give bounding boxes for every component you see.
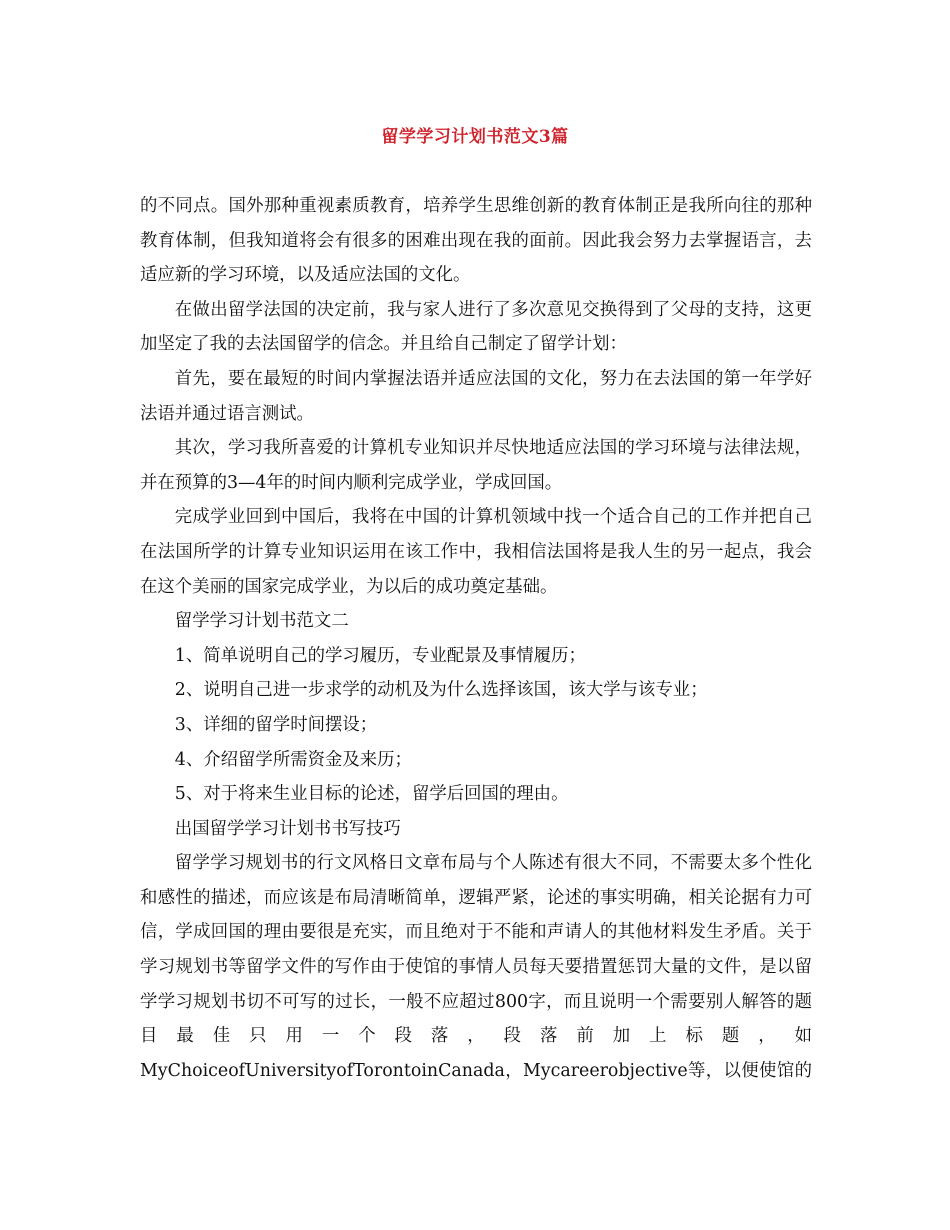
paragraph-first-step: 首先，要在最短的时间内掌握法语并适应法国的文化，努力在去法国的第一年学好法语并通过语言测试。 [140,368,812,424]
list-item-3: 3、详细的留学时间摆设； [174,714,378,735]
section-heading-sample-two: 留学学习计划书范文二 [174,611,349,632]
document-body [140,189,812,1088]
paragraph-decision: 在做出留学法国的决定前，我与家人进行了多次意见交换得到了父母的支持，这更加坚定了我的去法国留学的信念。并且给自己制定了留学计划： [140,299,812,355]
paragraph-continuation: 的不同点。国外那种重视素质教育，培养学生思维创新的教育体制正是我所向往的那种教育体制，但我知道将会有很多的困难出现在我的面前。因此我会努力去掌握语言，去适应新的学习环境，以及适应法国的文化。 [140,196,812,286]
paragraph-second-step: 其次，学习我所喜爱的计算机专业知识并尽快地适应法国的学习环境与法律法规，并在预算的3—4年的时间内顺利完成学业，学成回国。 [140,438,812,493]
list-item-5: 5、对于将来生业目标的论述，留学后回国的理由。 [174,784,569,805]
document-title: 留学学习计划书范文3篇 [381,127,569,147]
list-item-2: 2、说明自己进一步求学的动机及为什么选择该国，该大学与该专业； [174,680,708,701]
list-item-4: 4、介绍留学所需资金及来历； [174,749,412,770]
paragraph-writing-tips: 留学学习规划书的行文风格日文章布局与个人陈述有很大不同，不需要太多个性化和感性的描述，而应该是布局清晰简单，逻辑严紧，论述的事实明确，相关论据有力可信，学成回国的理由要很是充实，而且绝对于不能和声请人的其他材料发生矛盾。关于学习规划书等留学文件的写作由于使馆的事情人员每天要措置惩罚大量的文件，是以留学学习规划书切不可写的过长，一般不应超过800字，而且说明一个需要别人解答的题目最佳只用一个段落，段落前加上标题，如 [140,853,812,1047]
list-item-1: 1、简单说明自己的学习履历，专业配景及事情履历； [174,645,586,666]
paragraph-writing-tips-continued: MyChoiceofUniversityofTorontoinCanada，Mycareerobjective等，以便使馆的 [140,1060,812,1081]
section-heading-writing-tips: 出国留学学习计划书书写技巧 [174,818,401,839]
paragraph-after-graduation: 完成学业回到中国后，我将在中国的计算机领域中找一个适合自己的工作并把自己在法国所学的计算专业知识运用在该工作中，我相信法国将是我人生的另一起点，我会在这个美丽的国家完成学业，为以后的成功奠定基础。 [140,507,812,597]
